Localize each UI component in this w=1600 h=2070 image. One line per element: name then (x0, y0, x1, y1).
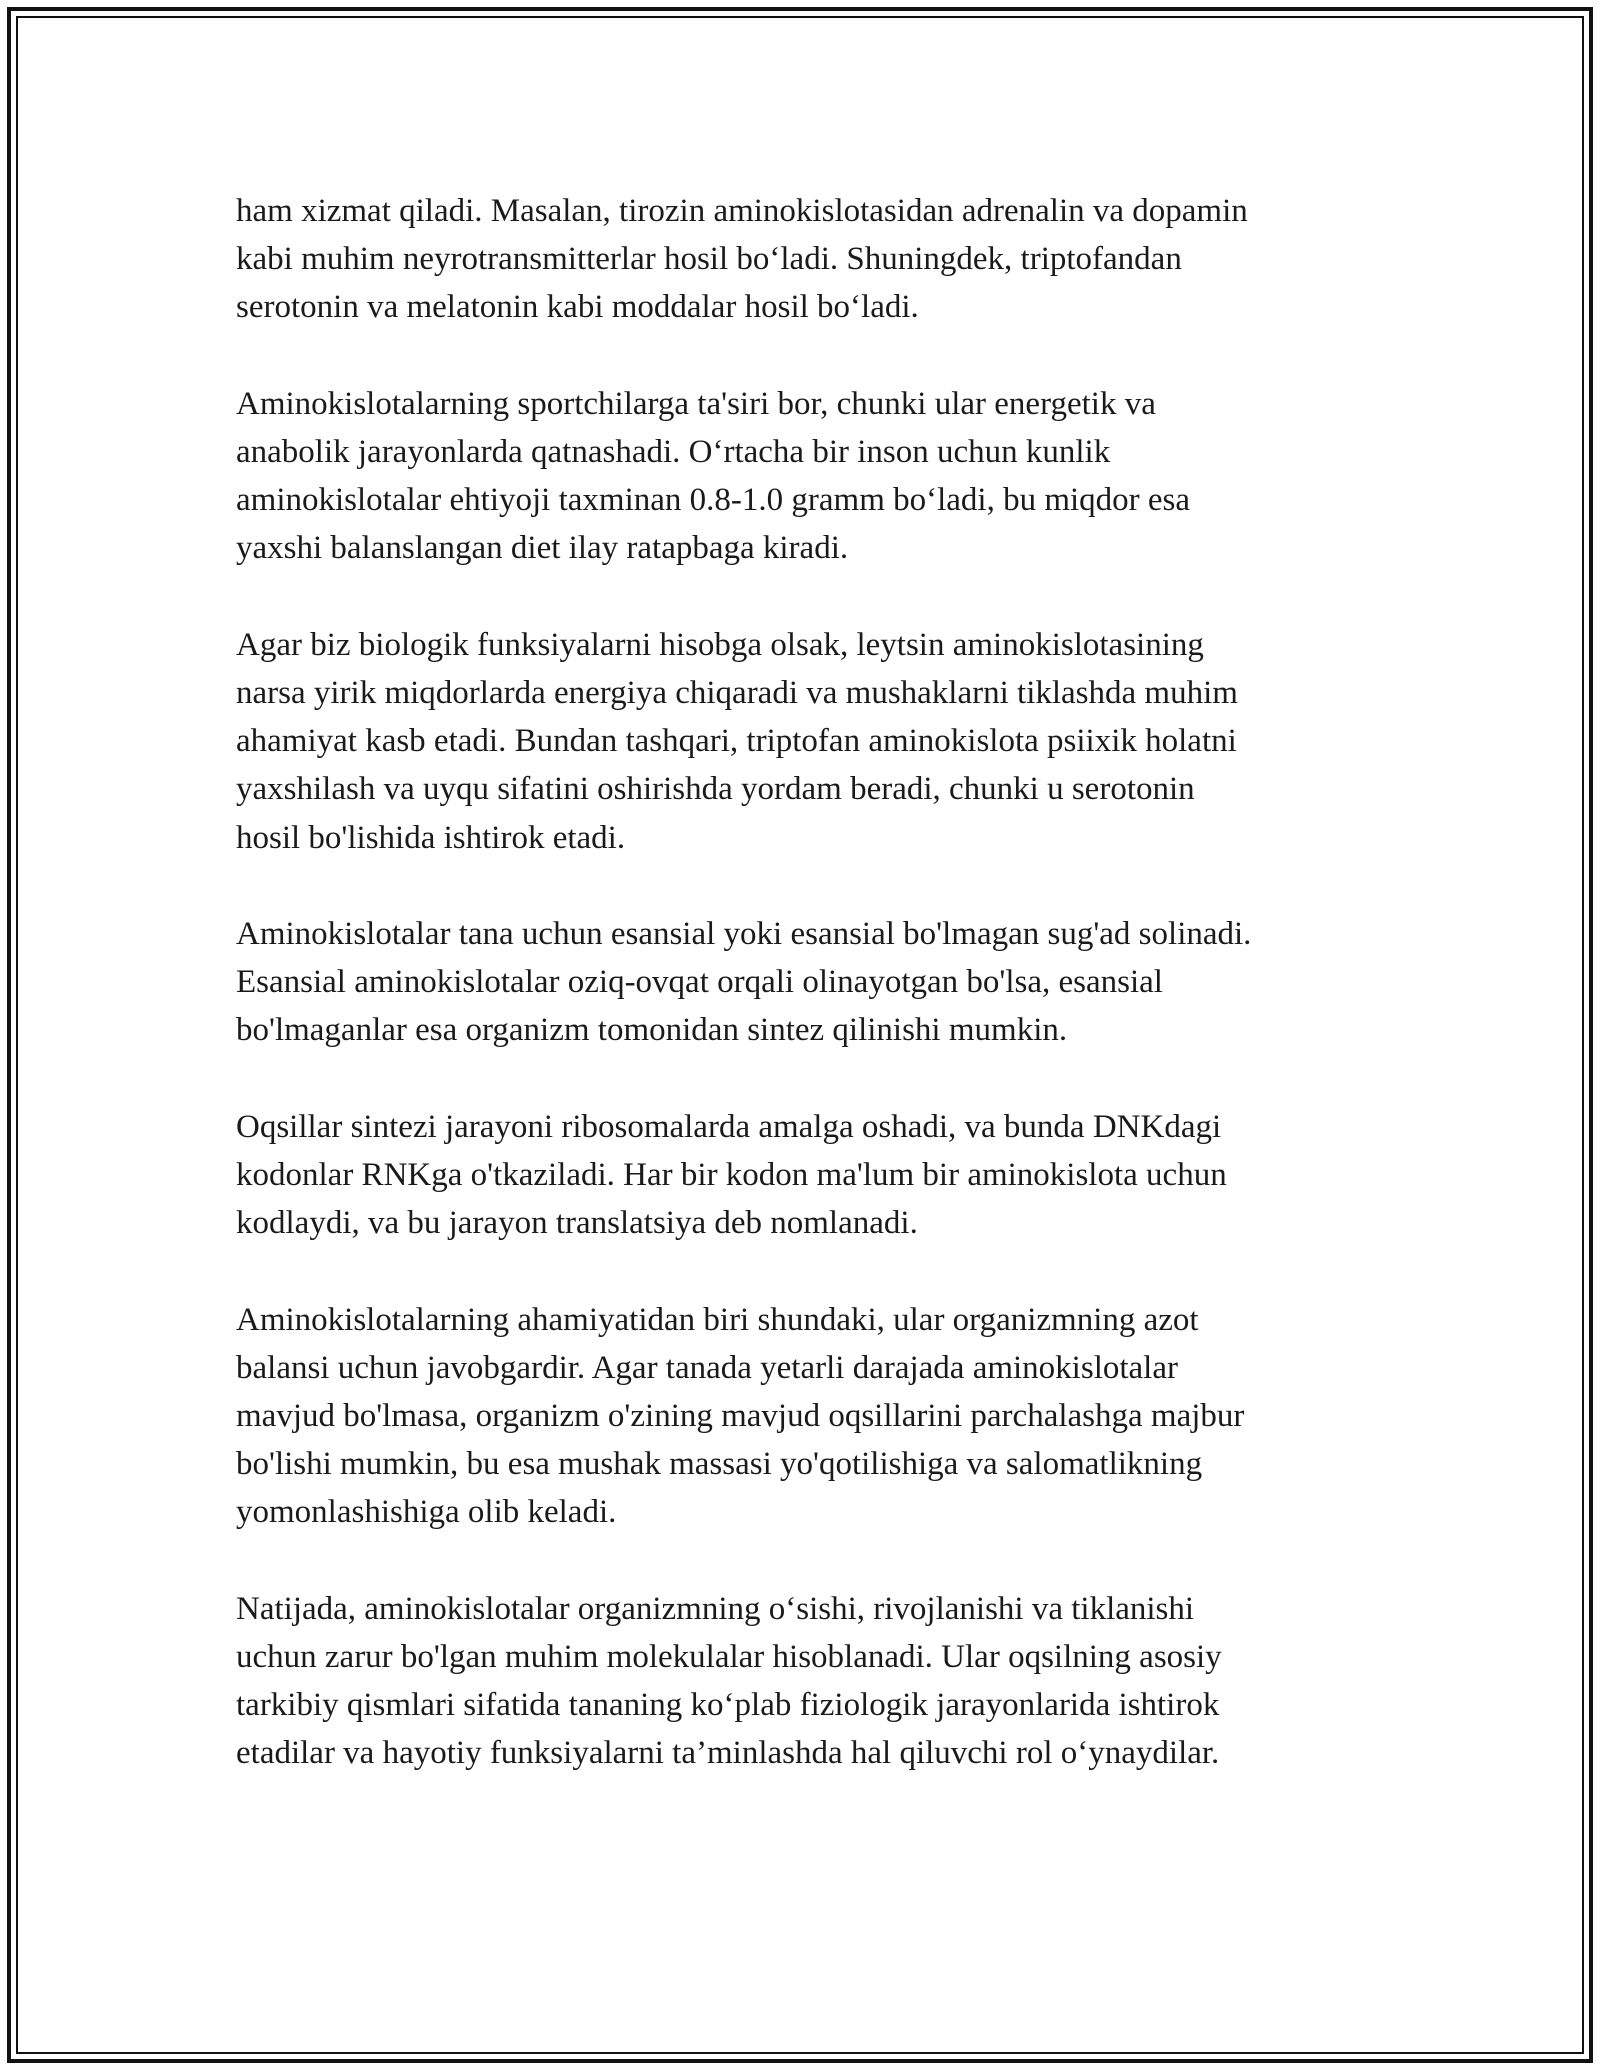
text-line: yomonlashishiga olib keladi. (236, 1494, 617, 1531)
paragraph-1 (236, 187, 1416, 332)
text-line: kabi muhim neyrotransmitterlar hosil bo‘ladi. Shuningdek, triptofandan (236, 241, 1182, 278)
text-line: kodonlar RNKga o'tkaziladi. Har bir kodon ma'lum bir aminokislota uchun (236, 1157, 1227, 1193)
text-line: Oqsillar sintezi jarayoni ribosomalarda amalga oshadi, va bunda DNKdagi (236, 1108, 1222, 1145)
text-line: bo'lmaganlar esa organizm tomonidan sintez qilinishi mumkin. (236, 1012, 1068, 1049)
paragraph-7 (236, 1585, 1416, 1778)
text-line: yaxshi balanslangan diet ilay ratapbaga kiradi. (236, 530, 849, 567)
paragraph-2 (236, 380, 1416, 573)
text-line: Aminokislotalarning sportchilarga ta'siri bor, chunki ular energetik va (236, 385, 1156, 422)
text-line: narsa yirik miqdorlarda energiya chiqaradi va mushaklarni tiklashda muhim (236, 675, 1238, 711)
text-line: Aminokislotalar tana uchun esansial yoki esansial bo'lmagan sug'ad solinadi. (236, 916, 1252, 952)
text-line: ahamiyat kasb etadi. Bundan tashqari, triptofan aminokislota psiixik holatni (236, 723, 1237, 760)
text-line: kodlaydi, va bu jarayon translatsiya deb nomlanadi. (236, 1205, 918, 1242)
text-line: etadilar va hayotiy funksiyalarni ta’minlashda hal qiluvchi rol o‘ynaydilar. (236, 1735, 1220, 1772)
text-line: aminokislotalar ehtiyoji taxminan 0.8-1.0 gramm bo‘ladi, bu miqdor esa (236, 482, 1191, 519)
text-line: yaxshilash va uyqu sifatini oshirishda yordam beradi, chunki u serotonin (236, 771, 1195, 808)
paragraph-3 (236, 621, 1416, 862)
paragraph-4 (236, 910, 1416, 1055)
text-line: Aminokislotalarning ahamiyatidan biri shundaki, ular organizmning azot (236, 1301, 1199, 1338)
text-line: serotonin va melatonin kabi moddalar hosil bo‘ladi. (236, 289, 919, 326)
text-line: mavjud bo'lmasa, organizm o'zining mavjud oqsillarini parchalashga majbur (236, 1398, 1245, 1434)
text-line: balansi uchun javobgardir. Agar tanada yetarli darajada aminokislotalar (236, 1349, 1178, 1386)
text-line: ham xizmat qiladi. Masalan, tirozin aminokislotasidan adrenalin va dopamin (236, 193, 1248, 229)
text-line: tarkibiy qismlari sifatida tananing ko‘plab fiziologik jarayonlarida ishtirok (236, 1687, 1220, 1724)
paragraph-6 (236, 1296, 1416, 1537)
paragraph-5 (236, 1103, 1416, 1248)
text-line: Natijada, aminokislotalar organizmning o‘sishi, rivojlanishi va tiklanishi (236, 1590, 1195, 1627)
text-line: Agar biz biologik funksiyalarni hisobga olsak, leytsin aminokislotasining (236, 626, 1204, 663)
text-line: uchun zarur bo'lgan muhim molekulalar hisoblanadi. Ular oqsilning asosiy (236, 1639, 1222, 1675)
document-body (236, 187, 1416, 1826)
text-line: anabolik jarayonlarda qatnashadi. O‘rtacha bir inson uchun kunlik (236, 434, 1111, 470)
text-line: bo'lishi mumkin, bu esa mushak massasi yo'qotilishiga va salomatlikning (236, 1446, 1203, 1483)
text-line: hosil bo'lishida ishtirok etadi. (236, 819, 626, 856)
text-line: Esansial aminokislotalar oziq-ovqat orqali olinayotgan bo'lsa, esansial (236, 964, 1163, 1001)
